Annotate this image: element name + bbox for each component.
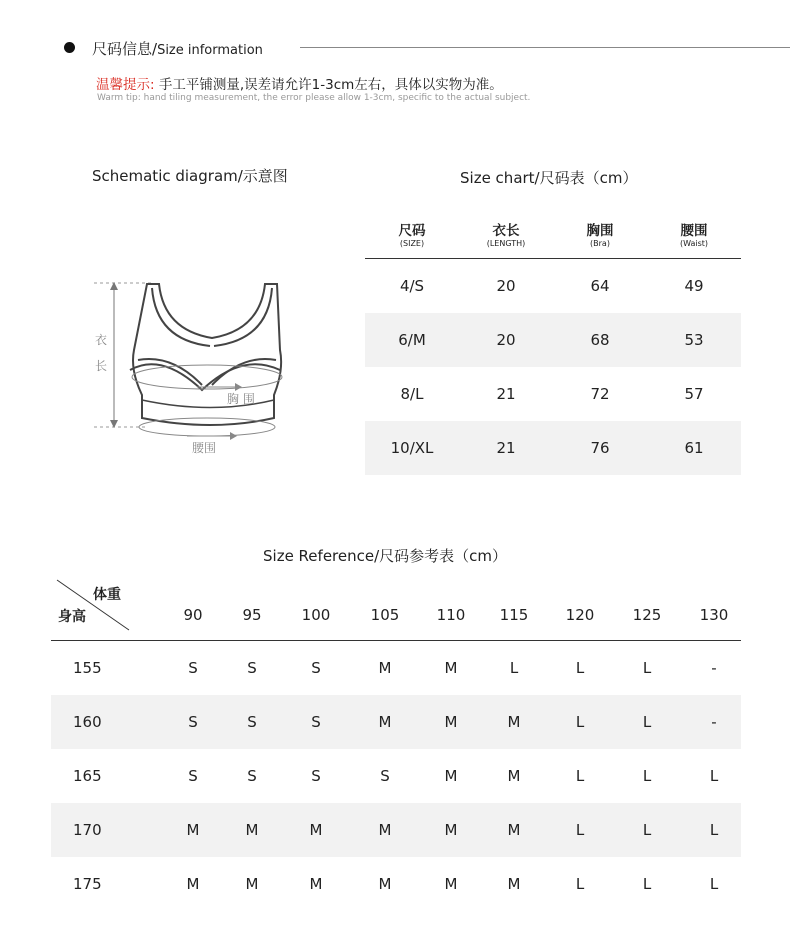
table-row (51, 641, 741, 695)
warm-tip (96, 73, 503, 93)
size-cell: S (311, 659, 321, 677)
warm-tip-text: 手工平铺测量,误差请允许1-3cm左右，具体以实物为准。 (154, 77, 503, 93)
size-cell: S (188, 767, 198, 785)
size-cell: M (245, 821, 259, 839)
size-cell: L (709, 875, 719, 893)
size-cell: - (711, 659, 717, 677)
table-row (51, 857, 741, 911)
section-title-zh: 尺码信息/ (92, 40, 158, 58)
weight-header: 115 (499, 606, 529, 624)
size-cell: L (642, 821, 652, 839)
header-size: 尺码 (SIZE) (398, 223, 426, 248)
size-cell: L (642, 875, 652, 893)
bust-arrow-head (235, 383, 242, 391)
weight-header: 90 (183, 606, 203, 624)
table-row (51, 695, 741, 749)
waist-label: 腰围 (192, 441, 217, 455)
bust-label: 胸 围 (227, 392, 255, 406)
size-cell: M (444, 767, 458, 785)
length-arrow-down (110, 420, 118, 428)
corner-height-label: 身高 (58, 609, 86, 625)
schematic-title: Schematic diagram/示意图 (92, 167, 288, 185)
length-label-1: 衣 (95, 333, 108, 347)
size-cell: L (642, 713, 652, 731)
size-cell: M (378, 875, 392, 893)
size-cell: M (378, 713, 392, 731)
size-cell: M (507, 821, 521, 839)
size-cell: S (247, 713, 257, 731)
section-bullet (64, 42, 75, 53)
height-cell: 165 (73, 767, 102, 785)
size-cell: M (444, 659, 458, 677)
size-cell: L (575, 821, 585, 839)
height-cell: 175 (73, 875, 102, 893)
size-cell: L (575, 767, 585, 785)
size-reference-header (51, 578, 741, 641)
height-cell: 155 (73, 659, 102, 677)
size-cell: L (642, 659, 652, 677)
size-cell: M (186, 875, 200, 893)
size-cell: M (444, 821, 458, 839)
size-chart-title: Size chart/尺码表（cm） (460, 169, 638, 187)
size-cell: M (507, 713, 521, 731)
size-cell: L (575, 659, 585, 677)
weight-header: 100 (301, 606, 331, 624)
table-row (51, 803, 741, 857)
header-bust: 胸围 (Bra) (586, 223, 614, 248)
size-cell: S (188, 659, 198, 677)
height-cell: 170 (73, 821, 102, 839)
size-cell: M (507, 875, 521, 893)
size-cell: M (245, 875, 259, 893)
weight-header: 125 (632, 606, 662, 624)
size-cell: M (378, 659, 392, 677)
size-reference-title: Size Reference/尺码参考表（cm） (263, 547, 508, 565)
size-cell: L (575, 875, 585, 893)
header-length: 衣长 (LENGTH) (486, 223, 526, 248)
size-cell: L (509, 659, 519, 677)
warm-tip-en: Warm tip: hand tiling measurement, the error please allow 1-3cm, specific to the actual subject. (97, 93, 531, 103)
table-row: 8/L 21 72 57 (400, 385, 704, 403)
height-cell: 160 (73, 713, 102, 731)
size-cell: S (380, 767, 390, 785)
size-cell: M (186, 821, 200, 839)
weight-header: 105 (370, 606, 400, 624)
size-chart-header (365, 220, 741, 259)
size-cell: M (444, 875, 458, 893)
weight-header: 120 (565, 606, 595, 624)
section-divider (300, 47, 790, 48)
size-cell: M (309, 821, 323, 839)
size-cell: S (247, 659, 257, 677)
size-cell: L (575, 713, 585, 731)
length-arrow-up (110, 282, 118, 290)
length-label-2: 长 (95, 359, 108, 373)
weight-header: 130 (699, 606, 729, 624)
section-title (92, 38, 263, 59)
waist-arrow-head (230, 432, 237, 440)
table-row: 6/M 20 68 53 (365, 313, 741, 367)
table-row (51, 749, 741, 803)
size-cell: L (642, 767, 652, 785)
header-waist: 腰围 (Waist) (679, 223, 709, 248)
table-row: 4/S 20 64 49 (399, 277, 704, 295)
size-cell: M (507, 767, 521, 785)
size-cell: S (188, 713, 198, 731)
size-cell: M (378, 821, 392, 839)
size-cell: M (444, 713, 458, 731)
weight-header: 110 (436, 606, 466, 624)
bra-outline (130, 284, 281, 425)
size-cell: M (309, 875, 323, 893)
size-cell: S (247, 767, 257, 785)
warm-tip-label: 温馨提示: (96, 77, 155, 93)
bra-schematic-diagram (92, 270, 302, 470)
waist-measure-ellipse (139, 418, 275, 436)
size-cell: S (311, 713, 321, 731)
corner-weight-label: 体重 (93, 587, 121, 603)
size-reference-body (51, 641, 741, 911)
size-chart-table (365, 220, 741, 475)
weight-header: 95 (242, 606, 262, 624)
size-cell: - (711, 713, 717, 731)
size-cell: S (311, 767, 321, 785)
section-title-en: Size information (157, 43, 263, 58)
size-cell: L (709, 767, 719, 785)
table-row: 10/XL 21 76 61 (365, 421, 741, 475)
size-reference-table (51, 578, 741, 911)
size-cell: L (709, 821, 719, 839)
